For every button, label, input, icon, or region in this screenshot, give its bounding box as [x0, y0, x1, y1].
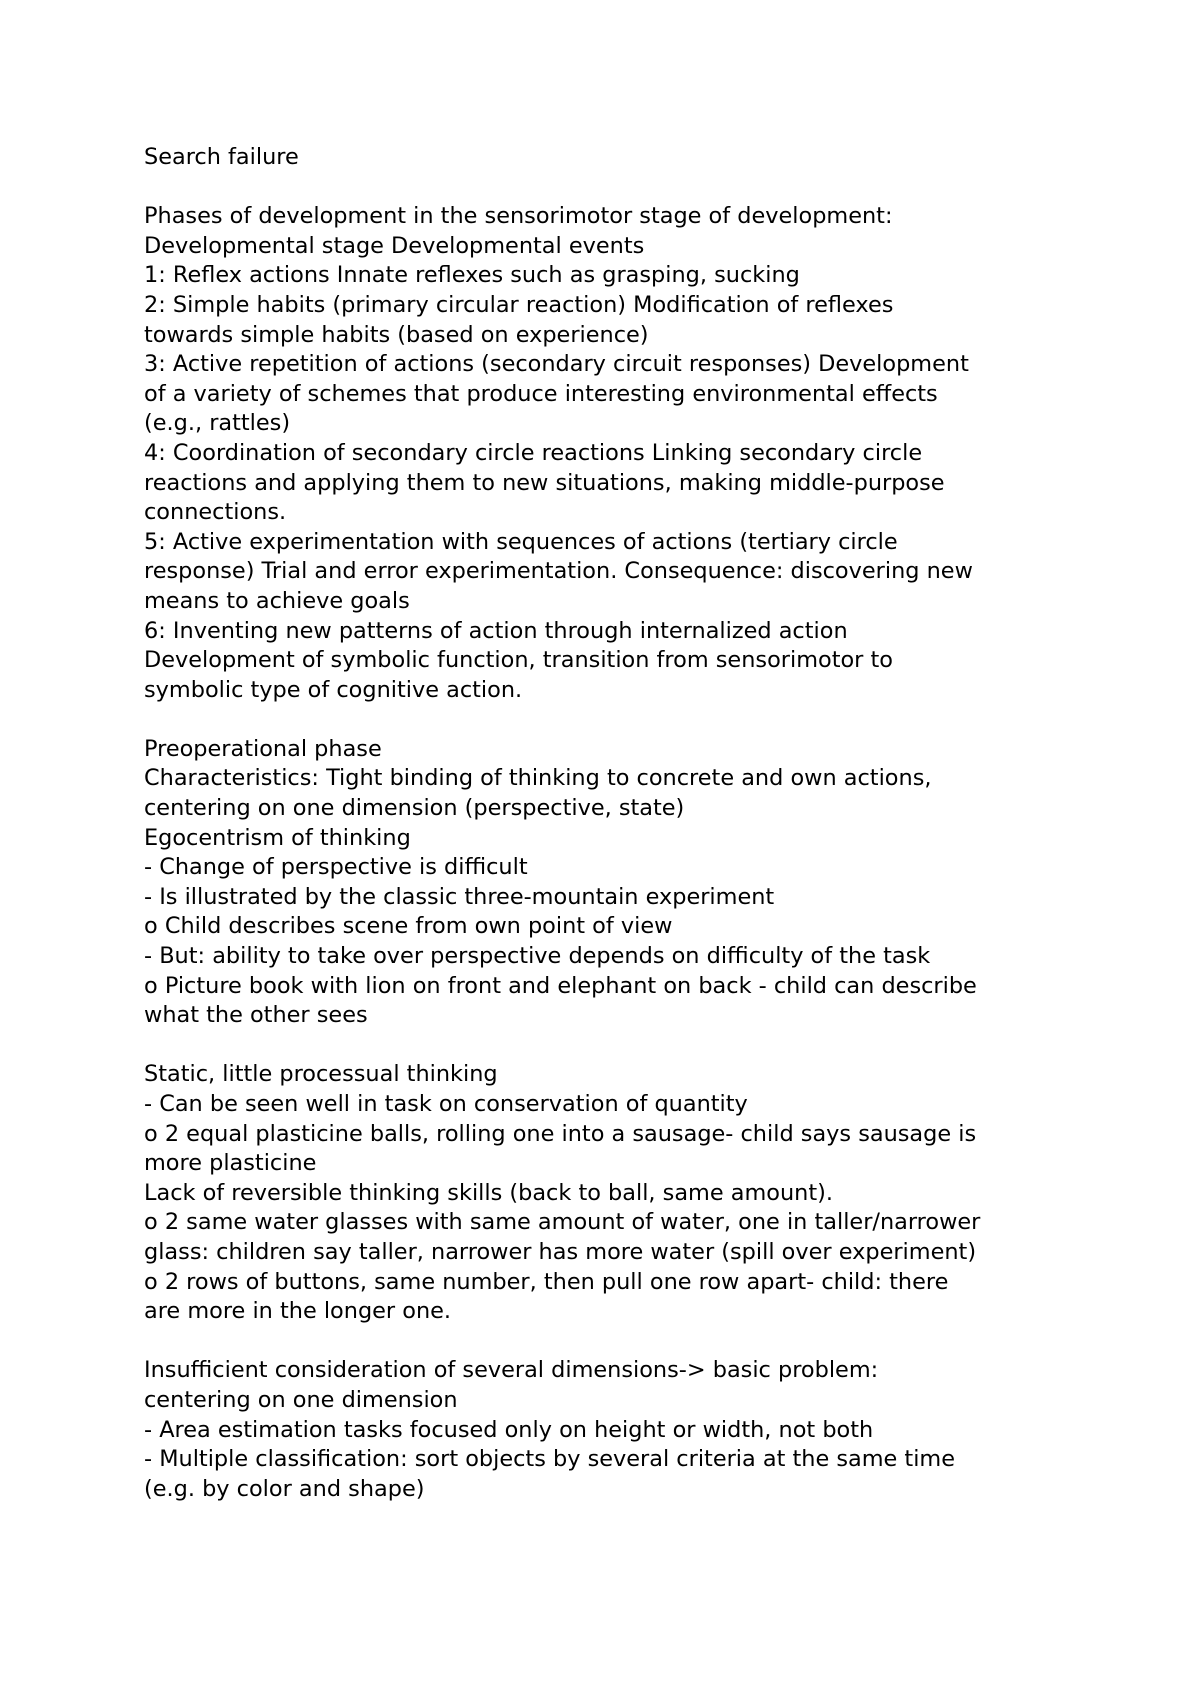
text-line: - Area estimation tasks focused only on height or width, not both [144, 1416, 874, 1443]
spacer [144, 1327, 1084, 1357]
text-line: are more in the longer one. [144, 1298, 452, 1325]
section-sensorimotor [144, 202, 1084, 705]
text-line: what the other sees [144, 1002, 368, 1029]
text-line: 6: Inventing new patterns of action through internalized action [144, 617, 848, 644]
text-line: Characteristics: Tight binding of thinking to concrete and own actions, [144, 765, 932, 792]
text-line: of a variety of schemes that produce interesting environmental effects [144, 380, 938, 407]
text-line: 3: Active repetition of actions (secondary circuit responses) Development [144, 351, 969, 378]
document-title: Search failure [144, 144, 299, 170]
spacer [144, 705, 1084, 735]
text-line: 4: Coordination of secondary circle reactions Linking secondary circle [144, 439, 923, 466]
text-line: reactions and applying them to new situations, making middle-purpose [144, 469, 945, 496]
text-line: - Can be seen well in task on conservation of quantity [144, 1091, 748, 1117]
text-line: 5: Active experimentation with sequences of actions (tertiary circle [144, 528, 898, 555]
text-line: 2: Simple habits (primary circular reaction) Modification of reflexes [144, 291, 894, 318]
text-line: response) Trial and error experimentation. Consequence: discovering new [144, 558, 973, 585]
text-line: - Is illustrated by the classic three-mountain experiment [144, 883, 775, 910]
text-line: (e.g. by color and shape) [144, 1475, 425, 1502]
text-line: - Change of perspective is difficult [144, 854, 528, 881]
section-heading: Preoperational phase [144, 735, 382, 762]
text-line: Development of symbolic function, transition from sensorimotor to [144, 647, 893, 674]
text-line: glass: children say taller, narrower has more water (spill over experiment) [144, 1238, 977, 1265]
text-line: o Picture book with lion on front and elephant on back - child can describe [144, 972, 977, 999]
text-line: o Child describes scene from own point of view [144, 913, 673, 940]
spacer [144, 173, 1084, 203]
section-static-thinking [144, 1060, 1084, 1326]
document-body [144, 143, 1084, 1504]
text-line: o 2 same water glasses with same amount of water, one in taller/narrower [144, 1209, 981, 1236]
text-line: - Multiple classification: sort objects by several criteria at the same time [144, 1446, 956, 1473]
text-line: - But: ability to take over perspective depends on difficulty of the task [144, 943, 931, 970]
section-dimensions [144, 1356, 1084, 1504]
spacer [144, 1031, 1084, 1061]
text-line: centering on one dimension (perspective, state) [144, 795, 685, 822]
text-line: centering on one dimension [144, 1386, 458, 1413]
text-line: more plasticine [144, 1150, 317, 1177]
text-line: (e.g., rattles) [144, 410, 291, 437]
text-line: connections. [144, 499, 287, 526]
section-preoperational [144, 735, 1084, 1031]
section-heading: Phases of development in the sensorimotor stage of development: [144, 203, 893, 230]
text-line: means to achieve goals [144, 587, 410, 614]
section-heading: Static, little processual thinking [144, 1061, 498, 1088]
text-line: symbolic type of cognitive action. [144, 676, 523, 703]
text-line: o 2 rows of buttons, same number, then pull one row apart- child: there [144, 1268, 949, 1295]
text-line: Egocentrism of thinking [144, 824, 411, 851]
table-header: Developmental stage Developmental events [144, 232, 645, 259]
text-line: o 2 equal plasticine balls, rolling one into a sausage- child says sausage is [144, 1120, 977, 1147]
section-heading: Insufficient consideration of several dimensions-> basic problem: [144, 1357, 879, 1384]
text-line: 1: Reflex actions Innate reflexes such as grasping, sucking [144, 262, 800, 289]
text-line: Lack of reversible thinking skills (back to ball, same amount). [144, 1179, 833, 1206]
text-line: towards simple habits (based on experience) [144, 321, 649, 348]
